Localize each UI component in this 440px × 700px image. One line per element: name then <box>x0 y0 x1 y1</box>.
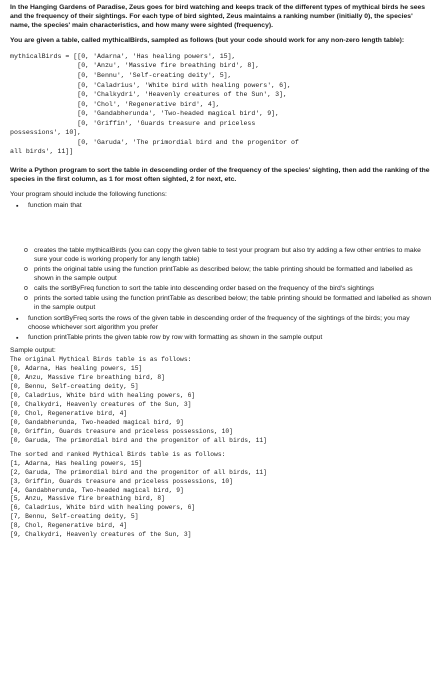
output-line: [3, Griffin, Guards treasure and priceless possessions, 10] <box>10 477 233 485</box>
code-line: [0, 'Griffin', 'Guards treasure and priceless <box>10 119 256 127</box>
code-line: [0, 'Anzu', 'Massive fire breathing bird', 8], <box>10 62 260 70</box>
code-line: [0, 'Garuda', 'The primordial bird and the progenitor of <box>10 138 299 146</box>
sublist-item: o creates the table mythicalBirds (you can copy the given table to test your program but also try adding a few other entries to make sure your code is working properly for any length table) <box>24 247 432 265</box>
output-line: [9, Chalkydri, Heavenly creatures of the Sun, 3] <box>10 531 192 539</box>
code-line: all birds', 11]] <box>10 148 74 156</box>
code-line: [0, 'Gandabherunda', 'Two-headed magical bird', 9], <box>10 110 280 118</box>
output-line: The original Mythical Birds table is as follows: <box>10 356 192 364</box>
code-line: [0, 'Chalkydri', 'Heavenly creatures of the Sun', 3], <box>10 91 287 99</box>
code-block <box>10 52 432 157</box>
output-line: [7, Bennu, Self-creating deity, 5] <box>10 513 139 521</box>
output-line: The sorted and ranked Mythical Birds table is as follows: <box>10 450 226 458</box>
functions-intro: Your program should include the following functions: <box>10 190 167 198</box>
sublist-item: o prints the sorted table using the function printTable as described below; the table printing should be formatted and labelled as shown in the sample output <box>24 295 432 313</box>
output-line: [0, Bennu, Self-creating deity, 5] <box>10 383 139 391</box>
output-line: [0, Chalkydri, Heavenly creatures of the Sun, 3] <box>10 401 192 409</box>
sample-output-title: Sample output: <box>10 347 56 355</box>
code-line: [0, 'Chol', 'Regenerative bird', 4], <box>10 100 220 108</box>
output-line: [0, Griffin, Guards treasure and priceless possessions, 10] <box>10 427 233 435</box>
output-line: [0, Adarna, Has healing powers, 15] <box>10 365 143 373</box>
output-line: [8, Chol, Regenerative bird, 4] <box>10 522 128 530</box>
output-line: [4, Gandabherunda, Two-headed magical bird, 9] <box>10 486 184 494</box>
list-item-sortbyfreq: ▪ function sortByFreq sorts the rows of the given table in descending order of the frequency of the sightings of the birds; you may choose whichever sort algorithm you prefer <box>16 315 432 333</box>
sublist-item: o prints the original table using the function printTable as described below; the table printing should be formatted and labelled as shown in the sample output <box>24 266 432 284</box>
function-list <box>10 202 432 211</box>
blank-gap <box>10 213 432 247</box>
output-line: [0, Caladrius, White bird with healing powers, 6] <box>10 392 196 400</box>
sublist-item: o calls the sortByFreq function to sort the table into descending order based on the frequency of the bird's sightings <box>24 285 432 294</box>
output-line: [0, Chol, Regenerative bird, 4] <box>10 410 128 418</box>
output-line: [0, Gandabherunda, Two-headed magical bird, 9] <box>10 418 184 426</box>
output-line: [6, Caladrius, White bird with healing powers, 6] <box>10 504 196 512</box>
output-line: [0, Garuda, The primordial bird and the progenitor of all birds, 11] <box>10 436 267 444</box>
task-paragraph: Write a Python program to sort the table in descending order of the frequency of the species' sighting, then add the ranking of the species in the first column, as 1 for most often sighted, 2 for next, etc. <box>10 166 430 183</box>
code-line: [0, 'Bennu', 'Self-creating deity', 5], <box>10 71 232 79</box>
table-intro-paragraph: You are given a table, called mythicalBirds, sampled as follows (but your code should work for any non-zero length table): <box>10 36 405 44</box>
function-list-extra <box>10 315 432 344</box>
output-line: [1, Adarna, Has healing powers, 15] <box>10 459 143 467</box>
sample-output-sorted <box>10 451 432 540</box>
code-line: mythicalBirds = [[0, 'Adarna', 'Has healing powers', 15], <box>10 52 236 60</box>
code-line: [0, 'Caladrius', 'White bird with healing powers', 6], <box>10 81 291 89</box>
list-item-main: ▪ function main that <box>16 202 432 211</box>
list-item-printtable: ▪ function printTable prints the given table row by row with formatting as shown in the sample output <box>16 334 432 343</box>
main-sublist <box>10 247 432 313</box>
output-line: [2, Garuda, The primordial bird and the progenitor of all birds, 11] <box>10 468 267 476</box>
intro-paragraph: In the Hanging Gardens of Paradise, Zeus goes for bird watching and keeps track of the different types of mythical birds he sees and the frequency of their sightings. For each type of bird sighted, Zeus maintains a ranking number (initially 0), the species' name, the species' main characteristics, and how many were sighted (frequency). <box>10 4 426 29</box>
sample-output-original <box>10 356 432 445</box>
code-line: possessions', 10], <box>10 129 82 137</box>
output-line: [0, Anzu, Massive fire breathing bird, 8] <box>10 374 165 382</box>
output-line: [5, Anzu, Massive fire breathing bird, 8] <box>10 495 165 503</box>
